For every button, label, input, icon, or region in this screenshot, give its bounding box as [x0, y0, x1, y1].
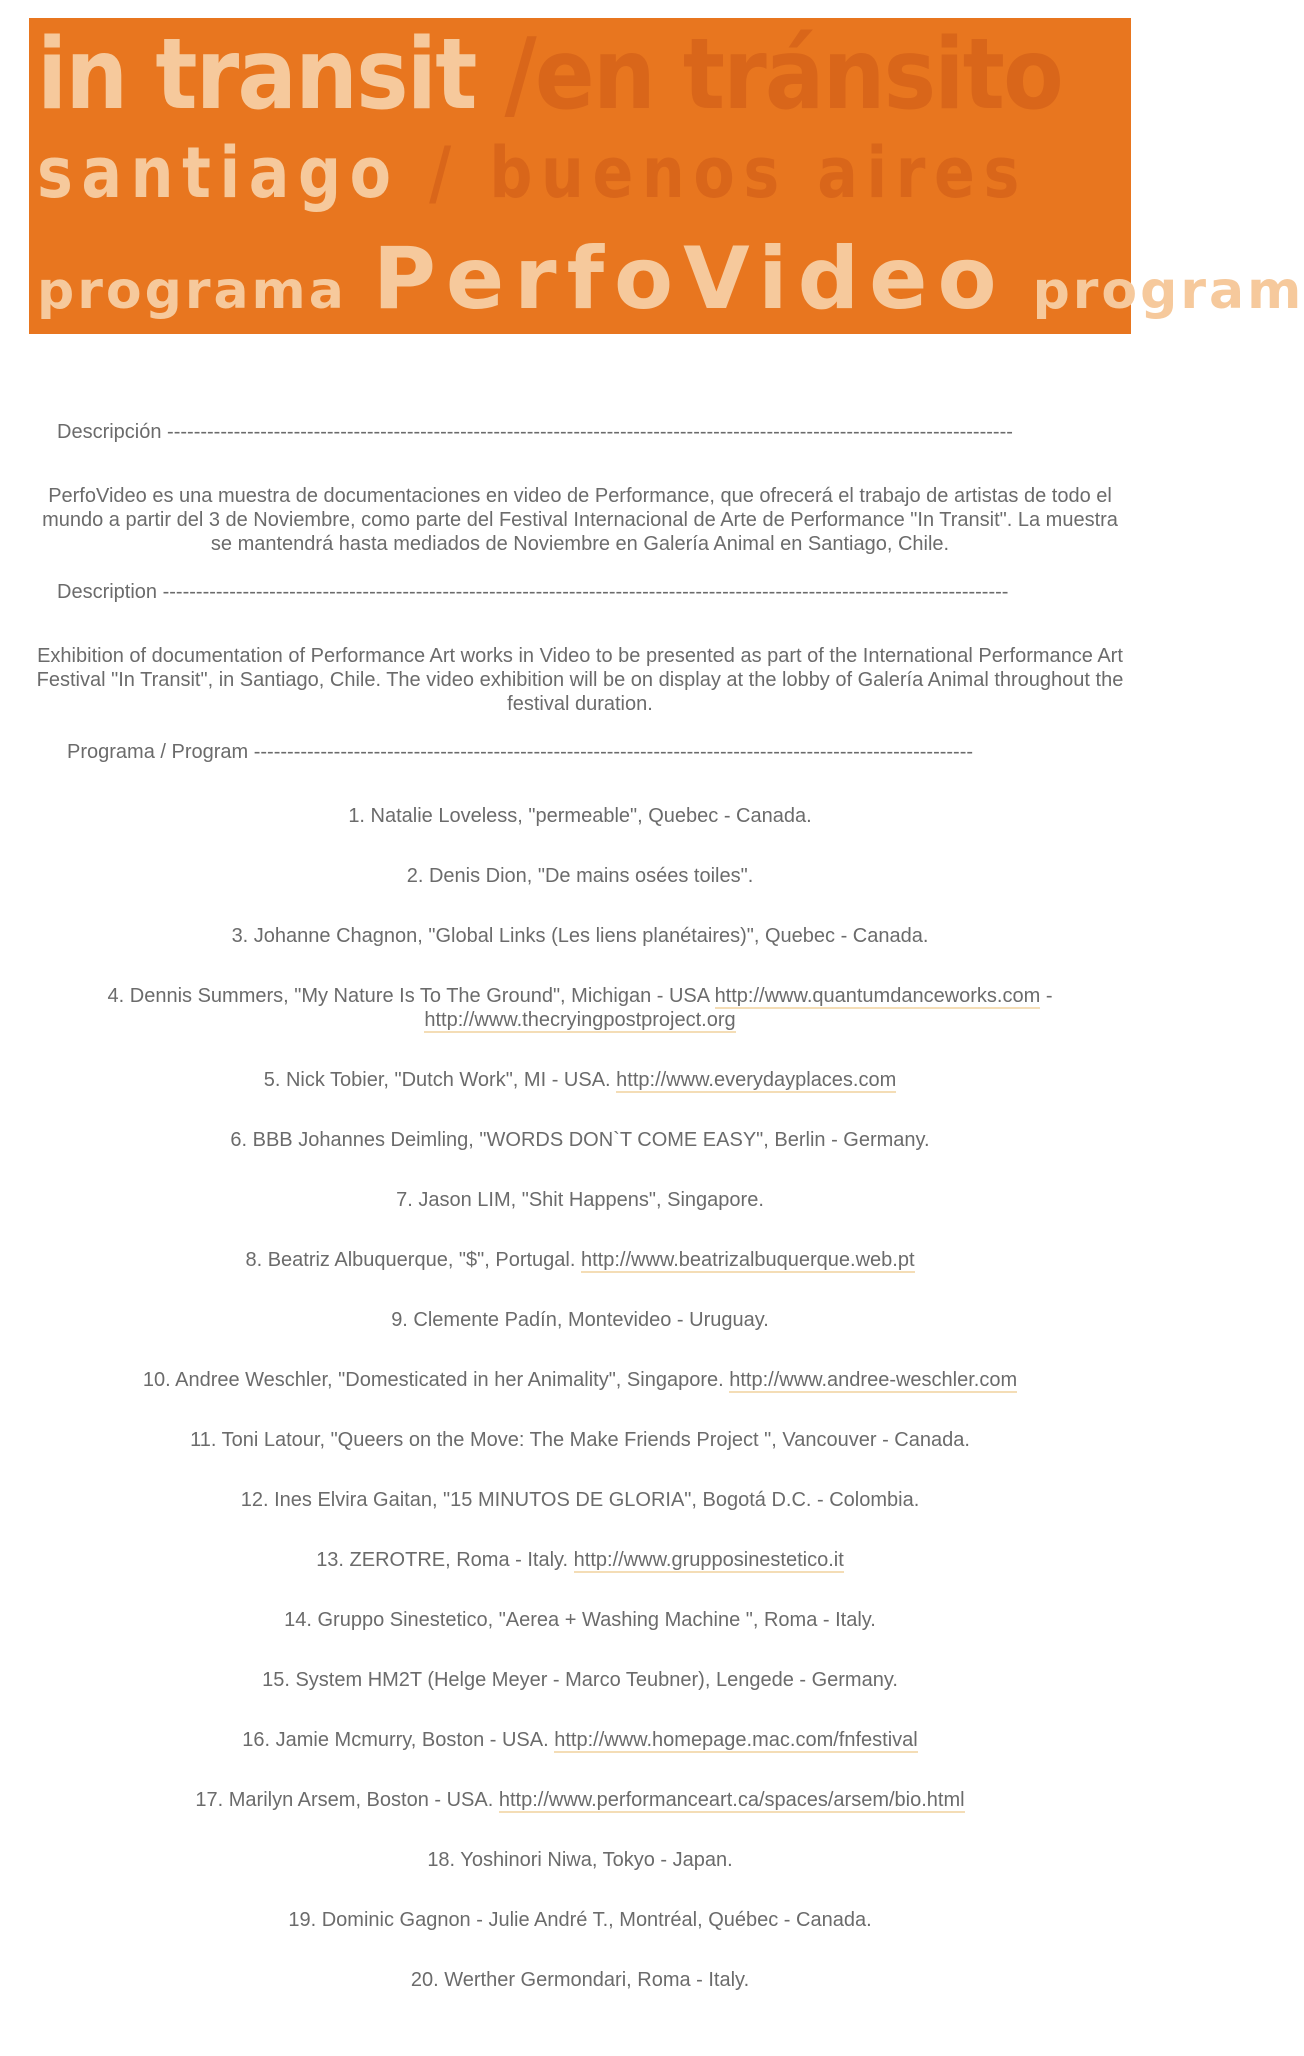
program-item [29, 1368, 1131, 1392]
program-item-text: 2. Denis Dion, "De mains osées toiles". [406, 865, 754, 887]
program-item [29, 1488, 1131, 1512]
program-item-link[interactable]: http://www.quantumdanceworks.com [714, 985, 1041, 1007]
program-item-text: 20. Werther Germondari, Roma - Italy. [410, 1969, 750, 1991]
program-item-text: 12. Ines Elvira Gaitan, "15 MINUTOS DE GLORIA", Bogotá D.C. - Colombia. [240, 1489, 920, 1511]
program-item: 4. Dennis Summers, "My Nature Is To The Ground", Michigan - USA http://www.quantumdanceworks.com - http://www.thecryingpostproject.org [107, 985, 1053, 1031]
program-item-text: 13. ZEROTRE, Roma - Italy. [316, 1549, 569, 1571]
program-item [29, 1308, 1131, 1332]
program-item-text: 11. Toni Latour, "Queers on the Move: The Make Friends Project ", Vancouver - Canada. [190, 1429, 970, 1451]
header-banner [29, 18, 1304, 334]
program-item-text: 6. BBB Johannes Deimling, "WORDS DON`T COME EASY", Berlin - Germany. [230, 1129, 930, 1151]
banner-city-buenos-aires: / buenos aires [429, 132, 1028, 214]
section-heading-description [29, 580, 1131, 608]
heading-label: Description [57, 581, 158, 603]
heading-rule: ------------------------------------------------------------------------------------------------------------------------------- [167, 421, 1013, 443]
program-item-text: 5. Nick Tobier, "Dutch Work", MI - USA. [263, 1069, 611, 1091]
program-item [29, 1908, 1131, 1932]
program-item-text: 19. Dominic Gagnon - Julie André T., Montréal, Québec - Canada. [288, 1909, 872, 1931]
program-item-text: 17. Marilyn Arsem, Boston - USA. [195, 1789, 494, 1811]
program-item [29, 1068, 1131, 1092]
program-list [29, 804, 1131, 1992]
program-item [29, 1608, 1131, 1632]
program-item [29, 1848, 1131, 1872]
banner-programa: programa [37, 261, 347, 321]
program-item-link[interactable]: http://www.andree-weschler.com [729, 1369, 1018, 1391]
program-item-link[interactable]: http://www.beatrizalbuquerque.web.pt [580, 1249, 915, 1271]
program-item-link[interactable]: http://www.performanceart.ca/spaces/arsem/bio.html [498, 1789, 965, 1811]
program-item [29, 1188, 1131, 1212]
program-item [29, 1788, 1131, 1812]
description-text: Exhibition of documentation of Performance Art works in Video to be presented as part of the International Performance Art Festival "In Transit", in Santiago, Chile. The video exhibition will be on display at the lobby of Galería Animal throughout the festival duration. [36, 645, 1124, 715]
program-item-text: 10. Andree Weschler, "Domesticated in her Animality", Singapore. [142, 1369, 724, 1391]
program-item [29, 864, 1131, 888]
program-item [29, 1428, 1131, 1452]
program-item [29, 924, 1131, 948]
program-item-text: 3. Johanne Chagnon, "Global Links (Les liens planétaires)", Quebec - Canada. [231, 925, 929, 947]
heading-label: Programa / Program [67, 741, 249, 763]
banner-title-en: in transit [37, 18, 476, 132]
banner-line-in-transit [37, 18, 1062, 132]
program-item-text: 4. Dennis Summers, "My Nature Is To The Ground", Michigan - USA [107, 985, 709, 1007]
program-item-text: 1. Natalie Loveless, "permeable", Quebec - Canada. [348, 805, 812, 827]
program-item [29, 1128, 1131, 1152]
banner-city-santiago: santiago [37, 132, 400, 214]
program-item-text: 8. Beatriz Albuquerque, "$", Portugal. [245, 1249, 576, 1271]
program-item-link[interactable]: http://www.homepage.mac.com/fnfestival [554, 1729, 918, 1751]
program-item [29, 1248, 1131, 1272]
program-item [29, 1548, 1131, 1572]
banner-line-program [37, 229, 1304, 329]
main-content [29, 420, 1131, 1992]
banner-line-cities [37, 132, 1028, 214]
heading-label: Descripción [57, 421, 162, 443]
banner-perfovideo: PerfoVideo [372, 229, 1007, 329]
heading-rule: ------------------------------------------------------------------------------------------------------------ [253, 741, 974, 763]
banner-title-es: /en tránsito [504, 18, 1062, 132]
program-item-text: 9. Clemente Padín, Montevideo - Uruguay. [391, 1309, 769, 1331]
program-item-text: 14. Gruppo Sinestetico, "Aerea + Washing Machine ", Roma - Italy. [284, 1609, 876, 1631]
program-item [29, 804, 1131, 828]
program-item-link[interactable]: http://www.thecryingpostproject.org [424, 1009, 736, 1031]
heading-rule: ------------------------------------------------------------------------------------------------------------------------------- [162, 581, 1009, 603]
program-item [29, 1668, 1131, 1692]
program-item-link[interactable]: http://www.grupposinestetico.it [573, 1549, 844, 1571]
program-item-text: 18. Yoshinori Niwa, Tokyo - Japan. [427, 1849, 733, 1871]
section-heading-program [29, 740, 1131, 768]
descripcion-text: PerfoVideo es una muestra de documentaciones en video de Performance, que ofrecerá el trabajo de artistas de todo el mundo a partir del 3 de Noviembre, como parte del Festival Internacional de Arte de Performance "In Transit". La muestra se mantendrá hasta mediados de Noviembre en Galería Animal en Santiago, Chile. [42, 485, 1118, 555]
program-item-text: 7. Jason LIM, "Shit Happens", Singapore. [396, 1189, 764, 1211]
program-item-text: 15. System HM2T (Helge Meyer - Marco Teubner), Lengede - Germany. [262, 1669, 898, 1691]
section-heading-descripcion [29, 420, 1131, 448]
program-item-text: 16. Jamie Mcmurry, Boston - USA. [242, 1729, 549, 1751]
program-item-link[interactable]: http://www.everydayplaces.com [616, 1069, 897, 1091]
program-item [29, 1968, 1131, 1992]
program-item [29, 1728, 1131, 1752]
banner-program: program [1032, 261, 1304, 321]
